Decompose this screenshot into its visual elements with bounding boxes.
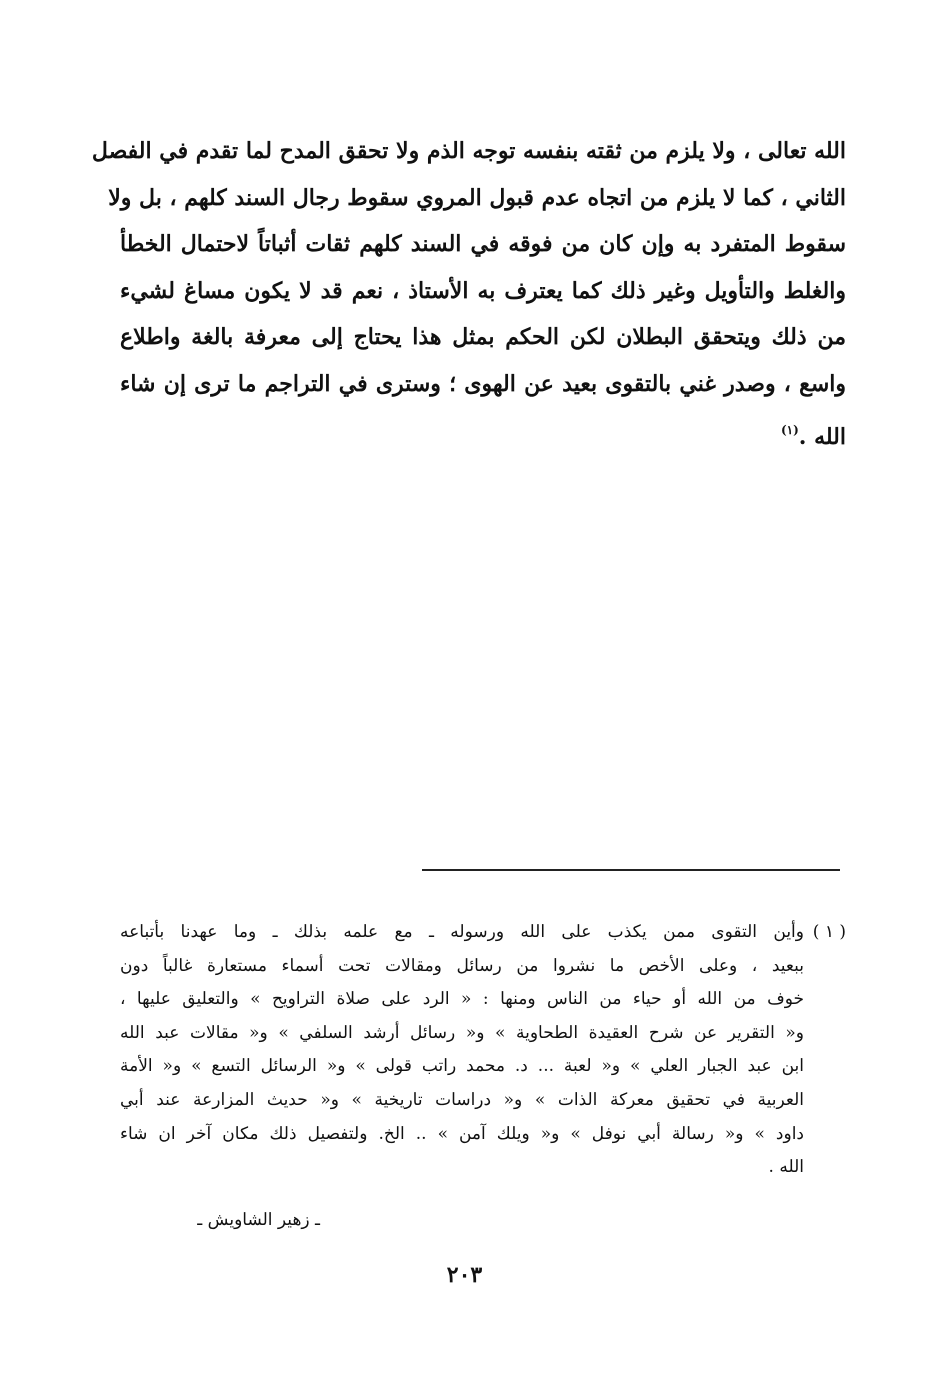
- main-text-line: الثاني ، كما لا يلزم من اتجاه عدم قبول المروي سقوط رجال السند كلهم ، بل ولا: [108, 184, 846, 211]
- main-text-line: الله تعالى ، ولا يلزم من ثقته بنفسه توجه الذم ولا تحقق المدح لما تقدم في الفصل: [91, 138, 846, 164]
- footnote-line: خوف من الله أو حياء من الناس ومنها : « الرد على صلاة التراويح » والتعليق عليها ،: [120, 989, 804, 1010]
- footnote-last-line: الله .: [768, 1157, 804, 1178]
- page-number: ٢٠٣: [446, 1262, 483, 1288]
- footnote-line: داود » و« رسالة أبي نوفل » و« ويلك آمن » .. الخ. ولتفصيل ذلك مكان آخر ان شاء: [120, 1123, 804, 1144]
- main-text-line: والغلط والتأويل وغير ذلك كما يعترف به الأستاذ ، نعم قد لا يكون مساغ لشيء: [120, 277, 846, 304]
- footnote-row: [120, 916, 846, 1185]
- footnote-line: وأين التقوى ممن يكذب على الله ورسوله ـ مع علمه بذلك ـ وما عهدنا بأتباعه: [120, 922, 804, 942]
- footnote-line: العربية في تحقيق معركة الذات » و« دراسات تاريخية » و« حديث المزارعة عند أبي: [120, 1089, 804, 1110]
- main-text-closing: الله .: [798, 424, 846, 450]
- footnote-line: ببعيد ، وعلى الأخص ما نشروا من رسائل ومقالات تحت أسماء مستعارة غالباً دون: [120, 955, 804, 976]
- footnote-divider: [422, 869, 840, 871]
- main-text-line: من ذلك ويتحقق البطلان لكن الحكم بمثل هذا يحتاج إلى معرفة بالغة واطلاع: [120, 324, 846, 350]
- footnote-marker: ( ١ ): [812, 922, 846, 942]
- footnote-signature: ـ زهير الشاويش ـ: [197, 1210, 320, 1230]
- main-text-line: سقوط المتفرد به وإن كان من فوقه في السند كلهم ثقات أثباتاً لاحتمال الخطأ: [120, 231, 846, 257]
- main-text-block: [91, 128, 846, 454]
- main-text-line: واسع ، وصدر غني بالتقوى بعيد عن الهوى ؛ وسترى في التراجم ما ترى إن شاء: [120, 370, 846, 397]
- footnote-reference: (١): [780, 423, 799, 437]
- footnote-body: [120, 916, 804, 1185]
- footnote-line: و« التقرير عن شرح العقيدة الطحاوية » و« رسائل أرشد السلفي » و« مقالات عبد الله: [120, 1022, 804, 1043]
- footnote-line: ابن عبد الجبار العلي » و« لعبة ... د. محمد راتب قولى » و« الرسائل التسع » و« الأمة: [120, 1056, 804, 1077]
- footnote-block: [120, 916, 846, 1185]
- main-text-last-line: [120, 407, 846, 454]
